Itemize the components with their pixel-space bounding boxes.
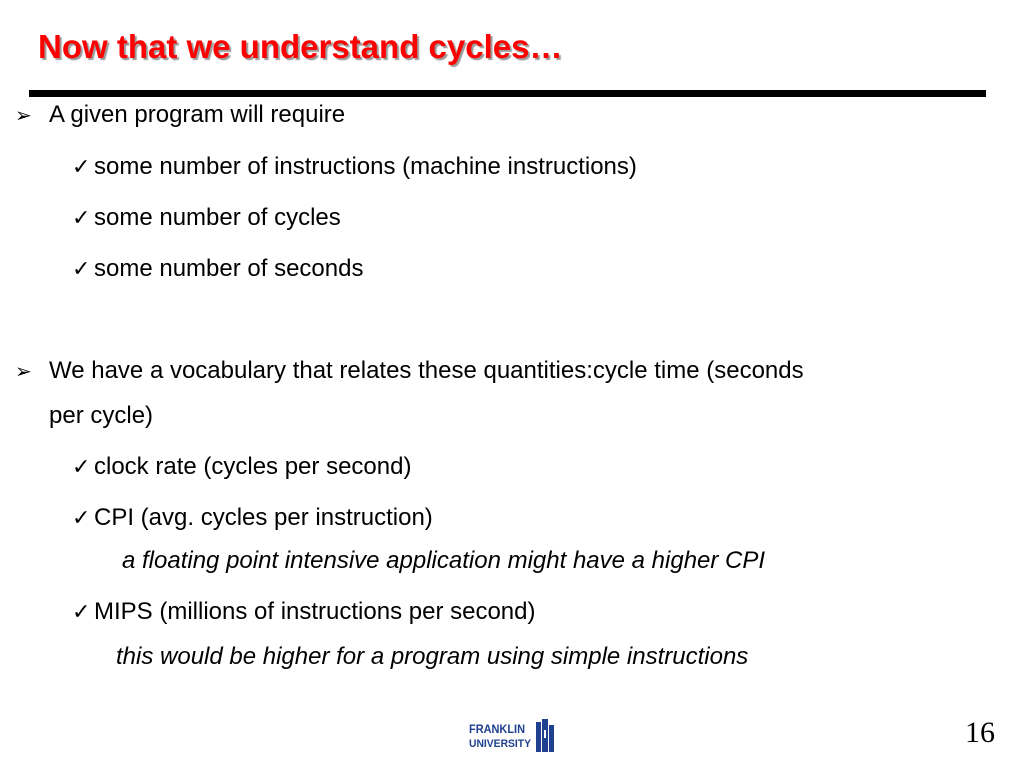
bullet-text-continuation: per cycle) xyxy=(49,402,154,429)
checkmark-icon: ✓ xyxy=(72,599,91,624)
arrowhead-bullet-icon: ➢ xyxy=(15,361,32,383)
sub-bullet-text: CPI (avg. cycles per instruction) xyxy=(94,504,433,531)
sub-bullet-text: MIPS (millions of instructions per second) xyxy=(94,598,536,625)
checkmark-icon: ✓ xyxy=(72,154,91,179)
arrowhead-bullet-icon: ➢ xyxy=(15,105,32,127)
logo-line1: FRANKLIN xyxy=(469,722,525,736)
sub-bullet-text: some number of cycles xyxy=(94,204,341,231)
sub-bullet-text: some number of seconds xyxy=(94,255,364,282)
checkmark-icon: ✓ xyxy=(72,205,91,230)
sub-bullet-note: this would be higher for a program using simple instructions xyxy=(116,643,749,670)
franklin-university-logo xyxy=(467,716,557,754)
checkmark-icon: ✓ xyxy=(72,454,91,479)
logo-line2: UNIVERSITY xyxy=(469,738,532,750)
bullet-text: A given program will require xyxy=(49,101,346,128)
checkmark-icon: ✓ xyxy=(72,505,91,530)
sub-bullet-text: clock rate (cycles per second) xyxy=(94,453,412,480)
logo-tower-icon xyxy=(536,719,554,752)
sub-bullet-text: some number of instructions (machine instructions) xyxy=(94,153,637,180)
checkmark-icon: ✓ xyxy=(72,256,91,281)
title-divider xyxy=(29,90,986,97)
bullet-text: We have a vocabulary that relates these quantities:cycle time (seconds xyxy=(49,357,804,384)
slide-title: Now that we understand cycles… xyxy=(38,28,563,65)
sub-bullet-note: a floating point intensive application might have a higher CPI xyxy=(122,547,766,574)
page-number: 16 xyxy=(965,716,995,749)
